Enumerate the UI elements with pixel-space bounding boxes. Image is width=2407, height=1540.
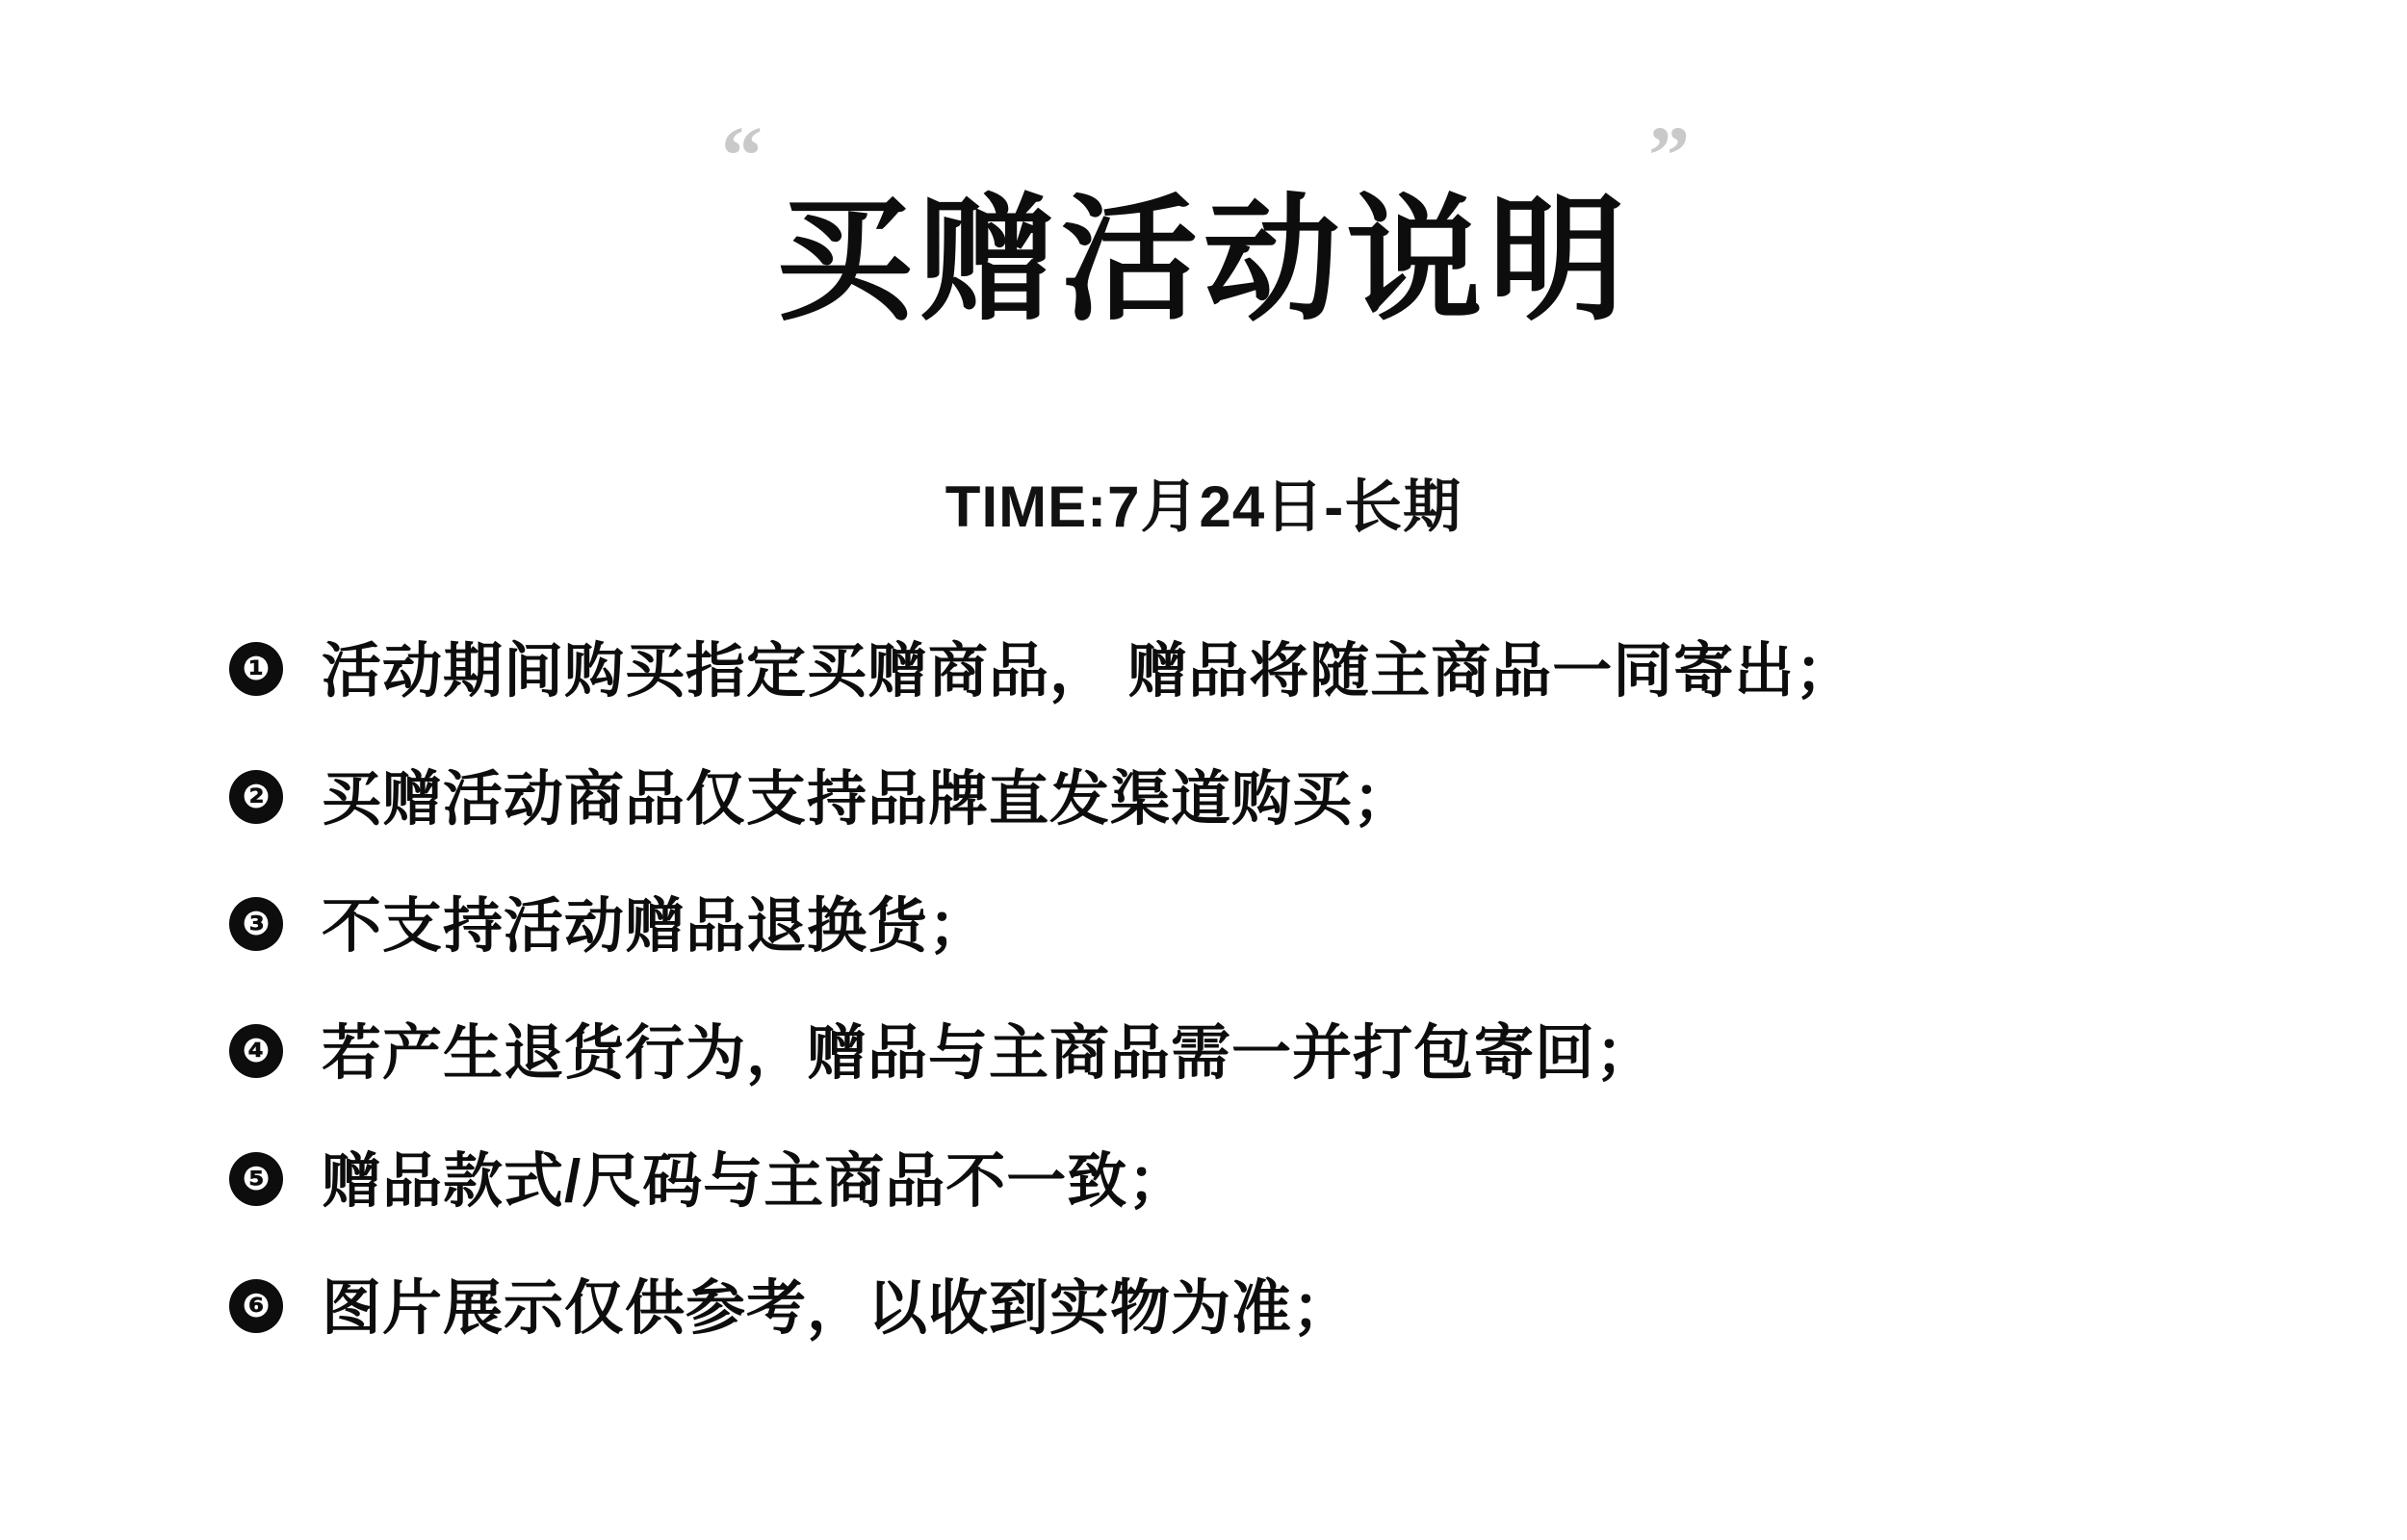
bullet-number-icon: ❷ [229,770,283,824]
rule-text: 若产生退货行为，赠品与主商品需一并打包寄回； [322,1020,1657,1088]
event-period-subtitle: TIME:7月24日-长期 [945,475,1462,540]
rule-text: 买赠活动商品仅支持品牌直发渠道购买； [322,765,1414,833]
list-item [229,891,2407,962]
bullet-number-icon: ❻ [229,1279,283,1333]
rule-text: 活动期间购买指定买赠商品， 赠品将随主商品一同寄出； [322,638,1856,706]
bullet-number-icon: ❶ [229,642,283,696]
rule-text: 不支持活动赠品退换货； [322,893,990,961]
bullet-number-icon: ❹ [229,1024,283,1078]
bullet-number-icon: ❸ [229,897,283,951]
quote-open-icon: “ [721,109,759,201]
rule-text: 赠品款式/尺码与主商品不一致； [322,1147,1189,1215]
list-item [229,1146,2407,1218]
page-title: 买赠活动说明 [776,184,1631,338]
title-row [0,92,2407,428]
rules-list [0,636,2407,1345]
list-item [229,1018,2407,1090]
bullet-number-icon: ❺ [229,1152,283,1206]
quote-close-icon: ” [1648,109,1686,201]
list-item [229,636,2407,707]
list-item [229,1273,2407,1345]
header [0,0,2407,544]
rule-text: 图片展示仅供参考，以收到实物为准； [322,1275,1354,1343]
list-item [229,764,2407,835]
